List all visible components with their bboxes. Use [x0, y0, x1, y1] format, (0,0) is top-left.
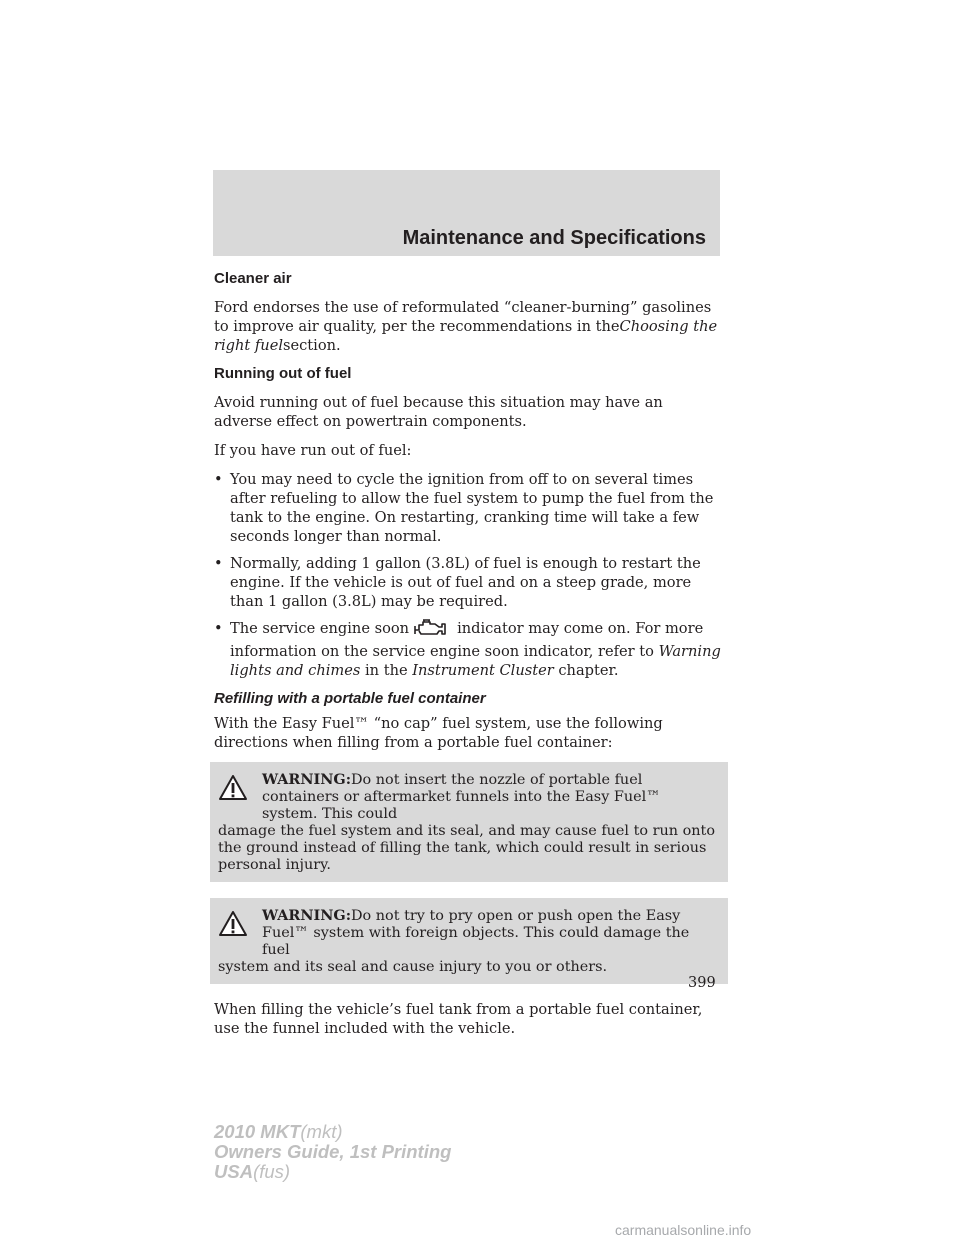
- page-number: 399: [688, 975, 716, 991]
- list-item: [214, 619, 724, 680]
- list-item: [214, 470, 724, 546]
- warning-label: WARNING:: [262, 907, 352, 924]
- warning-first-line: [218, 907, 718, 959]
- footer-market: USA: [214, 1161, 254, 1182]
- bullet-text: in the: [365, 662, 408, 679]
- page-content: [214, 270, 724, 1048]
- list-item: [214, 554, 724, 611]
- bullet-text: indicator may come on. For more information on the service engine soon indicator, refer to: [230, 620, 704, 660]
- warning-box: [210, 762, 728, 882]
- paragraph-cleaner-air: [214, 298, 724, 355]
- cleaner-air-text-end: section.: [283, 337, 341, 354]
- warning-text: Do not insert the nozzle of portable fuel containers or aftermarket funnels into the Easy Fuel™ system. This could: [262, 772, 661, 822]
- bullet-list: [214, 470, 724, 680]
- warning-box: [210, 898, 728, 984]
- footer-market-code: (fus): [253, 1161, 291, 1182]
- cross-reference-choosing-fuel: Choosing the right fuel: [214, 318, 718, 354]
- bullet-icon: •: [214, 620, 223, 637]
- print-footer: [214, 1122, 451, 1182]
- warning-text: system and its seal and cause injury to you or others.: [218, 959, 608, 975]
- paragraph-running-out: Avoid running out of fuel because this situation may have an adverse effect on powertrain components.: [214, 394, 663, 430]
- paragraph-funnel: When filling the vehicle’s fuel tank from a portable fuel container, use the funnel included with the vehicle.: [214, 1001, 703, 1037]
- warning-label: WARNING:: [262, 771, 352, 788]
- section-header-band: [213, 170, 720, 256]
- warning-triangle-icon: [218, 910, 248, 942]
- section-title: Maintenance and Specifications: [402, 227, 706, 249]
- footer-line-edition: Owners Guide, 1st Printing: [214, 1141, 452, 1162]
- footer-line-market: [214, 1162, 451, 1182]
- warning-text: damage the fuel system and its seal, and may cause fuel to run onto the ground instead of filling the tank, which could result in serious personal injury.: [218, 823, 716, 873]
- bullet-text: You may need to cycle the ignition from off to on several times after refueling to allow the fuel system to pump the fuel from the tank to the engine. On restarting, cranking time will take a few seconds longer than normal.: [230, 471, 714, 545]
- check-engine-icon: [413, 619, 447, 642]
- footer-model-code: (mkt): [300, 1121, 343, 1142]
- footer-model: 2010 MKT: [214, 1121, 301, 1142]
- paragraph-if-run-out: If you have run out of fuel:: [214, 442, 412, 459]
- cross-reference-instrument-cluster: Instrument Cluster: [412, 662, 554, 679]
- heading-running-out: Running out of fuel: [214, 365, 352, 382]
- bullet-icon: •: [214, 471, 223, 488]
- bullet-text: The service engine soon: [230, 620, 410, 637]
- heading-refilling: Refilling with a portable fuel container: [214, 690, 486, 707]
- cross-reference-warning-lights: Warning lights and chimes: [230, 643, 721, 679]
- bullet-icon: •: [214, 555, 223, 572]
- bullet-text: chapter.: [558, 662, 619, 679]
- bullet-text: Normally, adding 1 gallon (3.8L) of fuel is enough to restart the engine. If the vehicle is out of fuel and on a steep grade, more than 1 gallon (3.8L) may be required.: [230, 555, 701, 610]
- warning-first-line: [218, 771, 718, 823]
- warning-triangle-icon: [218, 774, 248, 806]
- watermark-text: carmanualsonline.info: [615, 1222, 752, 1238]
- warning-text: Do not try to pry open or push open the Easy Fuel™ system with foreign objects. This could damage the fuel: [262, 908, 690, 958]
- cleaner-air-text: Ford endorses the use of reformulated “cleaner-burning” gasolines to improve air quality, per the recommendations in the: [214, 299, 712, 335]
- footer-line-model: [214, 1122, 451, 1142]
- heading-cleaner-air: Cleaner air: [214, 270, 292, 287]
- paragraph-refilling: With the Easy Fuel™ “no cap” fuel system, use the following directions when filling from a portable fuel container:: [214, 715, 663, 751]
